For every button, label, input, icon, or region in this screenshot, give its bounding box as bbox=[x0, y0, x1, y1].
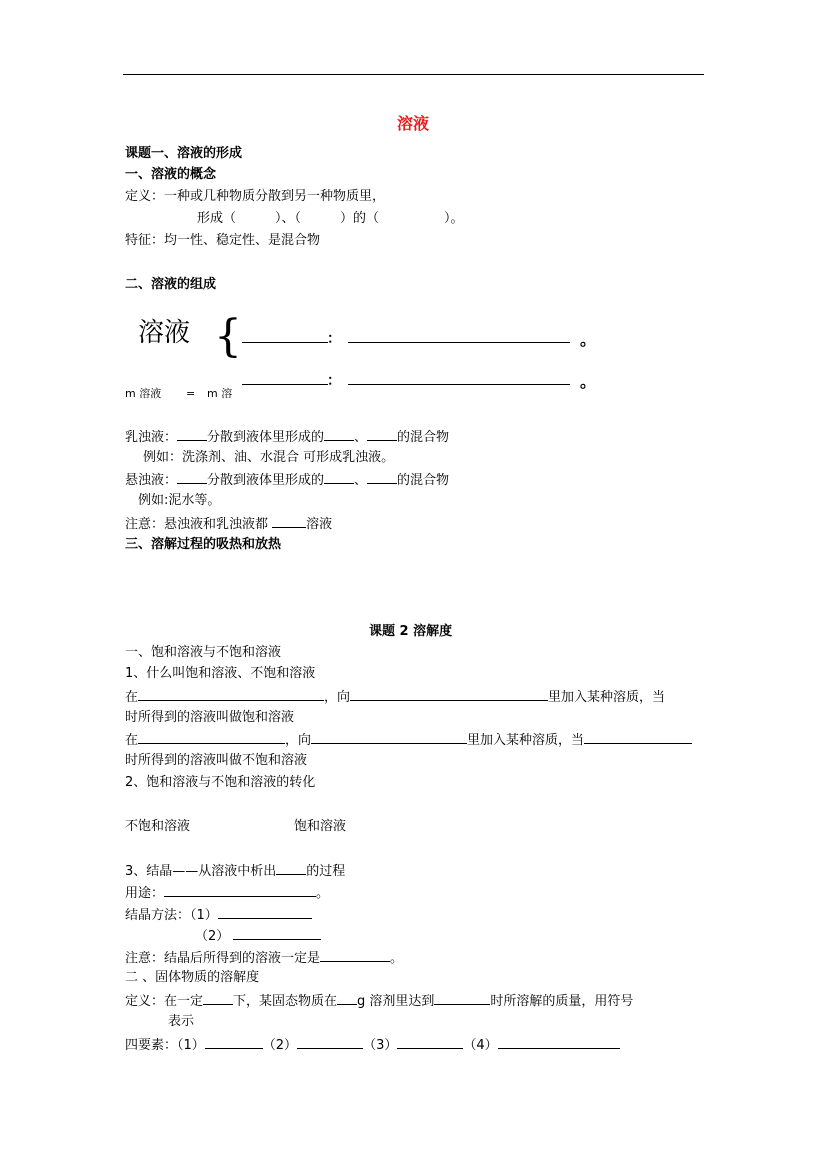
saturated-label: 饱和溶液 bbox=[294, 819, 347, 834]
solvent-desc-blank[interactable] bbox=[348, 384, 570, 385]
saturated-heading: 一、饱和溶液与不饱和溶液 bbox=[125, 645, 282, 660]
emulsion-sep: 、 bbox=[354, 430, 368, 445]
solution-big-word: 溶液 bbox=[138, 318, 191, 348]
suspension-line bbox=[125, 471, 449, 489]
crystal-end: 的过程 bbox=[306, 864, 346, 879]
note-line bbox=[125, 515, 332, 533]
sat-suffix: 里加入某种溶质，当 bbox=[548, 690, 666, 705]
unsat-prefix: 在 bbox=[125, 733, 139, 748]
sat-blank-solvent[interactable] bbox=[350, 688, 548, 701]
suspension-blank-1[interactable] bbox=[177, 471, 207, 484]
method-line-2 bbox=[195, 927, 321, 945]
use-blank[interactable] bbox=[164, 884, 316, 897]
def-blank-temp[interactable] bbox=[203, 992, 233, 1005]
section-heat-heading: 三、溶解过程的吸热和放热 bbox=[125, 537, 282, 552]
emulsion-blank-3[interactable] bbox=[367, 428, 397, 441]
unsat-blank-condition[interactable] bbox=[138, 731, 285, 744]
element-blank-3[interactable] bbox=[397, 1036, 463, 1049]
note-text: 注意：悬浊液和乳浊液都 bbox=[125, 517, 269, 532]
mass-solute: m 溶 bbox=[207, 387, 233, 400]
colon-2: ： bbox=[327, 373, 341, 389]
def-text-2: 下，某固态物质在 bbox=[233, 994, 338, 1009]
four-num-4: （4） bbox=[463, 1038, 498, 1053]
def-text-3: g 溶剂里达到 bbox=[357, 994, 435, 1009]
end-mark-1: 。 bbox=[580, 330, 597, 349]
end-mark-2: 。 bbox=[580, 372, 597, 391]
sat-middle: ，向 bbox=[324, 690, 351, 705]
crystal-text: 3、结晶——从溶液中析出 bbox=[125, 864, 277, 879]
unsaturated-label: 不饱和溶液 bbox=[125, 819, 191, 834]
emulsion-end: 的混合物 bbox=[397, 430, 450, 445]
emulsion-text: 分散到液体里形成的 bbox=[207, 430, 325, 445]
emulsion-example: 例如：洗涤剂、油、水混合 可形成乳浊液。 bbox=[143, 450, 395, 465]
suspension-label: 悬浊液： bbox=[125, 473, 178, 488]
suspension-example: 例如:泥水等。 bbox=[138, 493, 221, 508]
method-blank-2[interactable] bbox=[233, 927, 321, 940]
saturated-def-line bbox=[125, 688, 665, 706]
method-line-1 bbox=[125, 906, 312, 924]
crystal-blank[interactable] bbox=[276, 862, 306, 875]
sat-prefix: 在 bbox=[125, 690, 139, 705]
question-1: 1、什么叫饱和溶液、不饱和溶液 bbox=[125, 666, 316, 681]
method-num-2: （2） bbox=[195, 929, 230, 944]
note2-line bbox=[125, 949, 403, 967]
solvent-blank[interactable] bbox=[242, 384, 328, 385]
note2-blank[interactable] bbox=[320, 949, 390, 962]
emulsion-line bbox=[125, 428, 449, 446]
solubility-heading: 二 、固体物质的溶解度 bbox=[125, 970, 260, 985]
definition-line1: 定义：一种或几种物质分散到另一种物质里， bbox=[125, 189, 386, 204]
unsat-middle: ，向 bbox=[285, 733, 312, 748]
suspension-sep: 、 bbox=[354, 473, 368, 488]
suspension-blank-3[interactable] bbox=[367, 471, 397, 484]
note2-end: 。 bbox=[390, 951, 404, 966]
element-blank-4[interactable] bbox=[498, 1036, 620, 1049]
lesson1-heading: 课题一、溶液的形成 bbox=[125, 146, 243, 161]
definition-line2: 形成（ ）、（ ）的（ ）。 bbox=[197, 211, 464, 226]
saturated-def-end: 时所得到的溶液叫做饱和溶液 bbox=[125, 710, 295, 725]
unsat-suffix: 里加入某种溶质，当 bbox=[467, 733, 585, 748]
emulsion-blank-2[interactable] bbox=[324, 428, 354, 441]
feature-line: 特征：均一性、稳定性、是混合物 bbox=[125, 233, 321, 248]
note-end: 溶液 bbox=[306, 517, 333, 532]
suspension-end: 的混合物 bbox=[397, 473, 450, 488]
suspension-blank-2[interactable] bbox=[324, 471, 354, 484]
brace-symbol: { bbox=[214, 311, 242, 362]
four-num-2: （2） bbox=[262, 1038, 298, 1053]
use-label: 用途： bbox=[125, 886, 165, 901]
suspension-text: 分散到液体里形成的 bbox=[207, 473, 325, 488]
page-title: 溶液 bbox=[397, 114, 430, 133]
emulsion-label: 乳浊液： bbox=[125, 430, 178, 445]
question-2: 2、饱和溶液与不饱和溶液的转化 bbox=[125, 775, 316, 790]
solute-blank[interactable] bbox=[242, 342, 328, 343]
unsaturated-def-end: 时所得到的溶液叫做不饱和溶液 bbox=[125, 753, 308, 768]
crystallization-line bbox=[125, 862, 345, 880]
note-blank[interactable] bbox=[272, 515, 306, 528]
element-blank-1[interactable] bbox=[205, 1036, 263, 1049]
def-symbol-end: 表示 bbox=[168, 1014, 195, 1029]
four-elements-line bbox=[125, 1036, 620, 1054]
header-rule bbox=[123, 74, 704, 75]
method-blank-1[interactable] bbox=[218, 906, 312, 919]
solubility-def-line bbox=[125, 992, 633, 1010]
mass-solution: m 溶液 bbox=[125, 387, 162, 400]
colon-1: ： bbox=[327, 331, 341, 347]
element-blank-2[interactable] bbox=[297, 1036, 363, 1049]
section-composition-heading: 二、溶液的组成 bbox=[125, 277, 217, 292]
method-label: 结晶方法：（1） bbox=[125, 908, 218, 923]
emulsion-blank-1[interactable] bbox=[177, 428, 207, 441]
note2-text: 注意：结晶后所得到的溶液一定是 bbox=[125, 951, 321, 966]
use-line bbox=[125, 884, 329, 902]
unsaturated-def-line bbox=[125, 731, 692, 749]
mass-equals: = bbox=[186, 387, 196, 400]
solute-desc-blank[interactable] bbox=[348, 342, 570, 343]
def-blank-mass[interactable] bbox=[337, 992, 357, 1005]
unsat-blank-when[interactable] bbox=[584, 731, 692, 744]
unsat-blank-solvent[interactable] bbox=[311, 731, 467, 744]
lesson2-heading: 课题 2 溶解度 bbox=[369, 624, 453, 639]
def-text-1: 定义：在一定 bbox=[125, 994, 204, 1009]
section-concept-heading: 一、溶液的概念 bbox=[125, 167, 217, 182]
def-text-4: 时所溶解的质量，用符号 bbox=[490, 994, 634, 1009]
def-blank-state[interactable] bbox=[434, 992, 490, 1005]
use-end: 。 bbox=[316, 886, 330, 901]
four-label: 四要素：（1） bbox=[125, 1038, 205, 1053]
four-num-3: （3） bbox=[363, 1038, 398, 1053]
sat-blank-condition[interactable] bbox=[138, 688, 324, 701]
